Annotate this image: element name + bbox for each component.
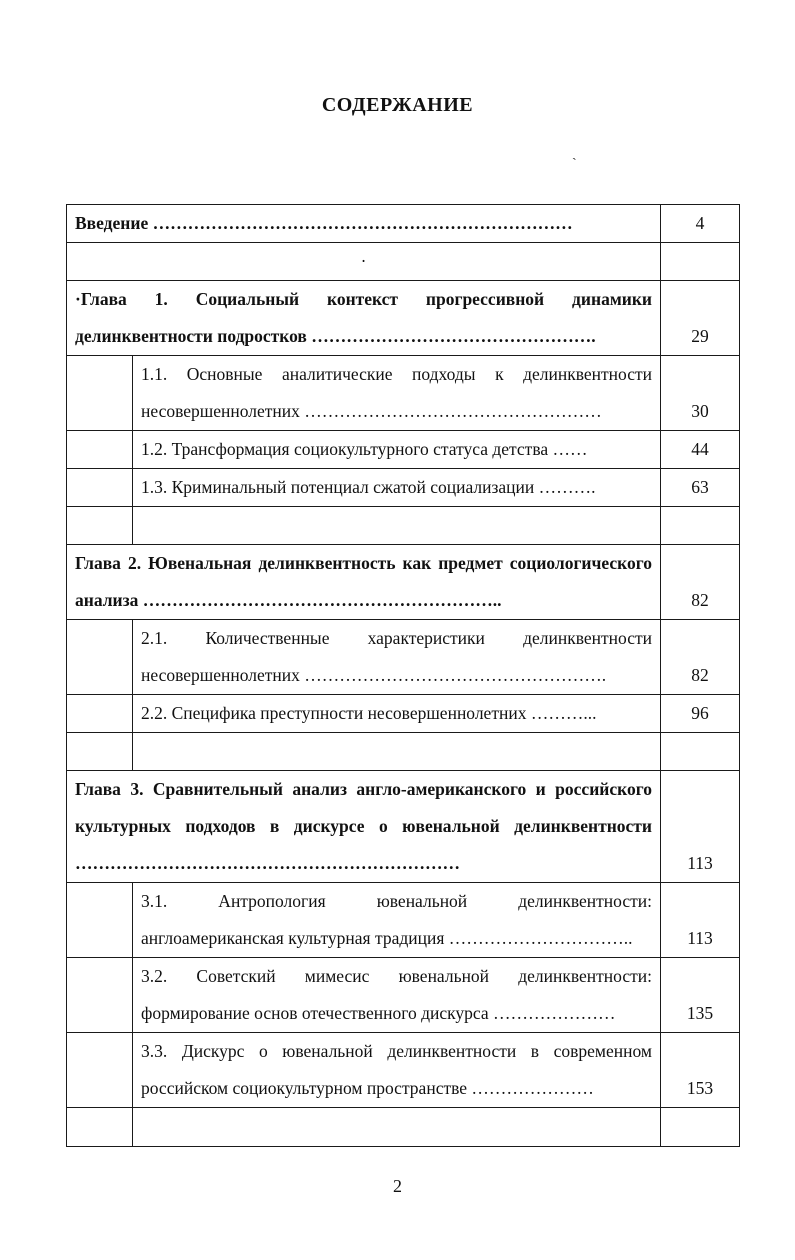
toc-row-section-1-1 [67,356,740,431]
toc-indent-cell [67,356,133,431]
toc-blank-page [661,243,740,281]
toc-row-section-2-2 [67,695,740,733]
toc-row-chapter1 [67,281,740,356]
blank-dot: · [67,243,661,281]
toc-section-2-1-title: 2.1. Количественные характеристики делинквентности несовершеннолетних ……………………………………………. [133,620,661,695]
toc-chapter1-title: ·Глава 1. Социальный контекст прогрессивной динамики делинквентности подростков …………………………………………. [67,281,661,356]
toc-row-section-3-3 [67,1033,740,1108]
toc-blank-title [133,1108,661,1147]
toc-row-chapter3 [67,771,740,883]
toc-indent-cell [67,620,133,695]
toc-section-1-3-title: 1.3. Криминальный потенциал сжатой социализации ………. [133,469,661,507]
toc-row-section-1-3 [67,469,740,507]
toc-blank-title [133,733,661,771]
toc-row-chapter2 [67,545,740,620]
toc-section-1-1-page: 30 [661,356,740,431]
toc-intro-title: Введение ……………………………………………………………… [67,205,661,243]
toc-chapter2-page: 82 [661,545,740,620]
toc-indent-cell [67,958,133,1033]
toc-indent-cell [67,469,133,507]
toc-section-2-2-page: 96 [661,695,740,733]
table-of-contents [66,204,740,1147]
toc-section-1-1-title: 1.1. Основные аналитические подходы к делинквентности несовершеннолетних …………………………………………… [133,356,661,431]
toc-indent-cell [67,733,133,771]
toc-indent-cell [67,507,133,545]
toc-chapter2-title: Глава 2. Ювенальная делинквентность как предмет социологического анализа …………………………………………………….. [67,545,661,620]
toc-section-3-2-title: 3.2. Советский мимесис ювенальной делинквентности: формирование основ отечественного дискурса ………………… [133,958,661,1033]
toc-blank-row [67,1108,740,1147]
toc-section-2-1-page: 82 [661,620,740,695]
toc-section-3-3-title: 3.3. Дискурс о ювенальной делинквентности в современном российском социокультурном пространстве ………………… [133,1033,661,1108]
toc-chapter3-page: 113 [661,771,740,883]
toc-chapter1-page: 29 [661,281,740,356]
toc-section-1-3-page: 63 [661,469,740,507]
toc-section-3-1-page: 113 [661,883,740,958]
page-title: СОДЕРЖАНИЕ [321,94,474,116]
toc-blank-title [133,507,661,545]
toc-section-3-1-title: 3.1. Антропология ювенальной делинквентности: англоамериканская культурная традиция ………………………….. [133,883,661,958]
toc-chapter3-title: Глава 3. Сравнительный анализ англо-американского и российского культурных подходов в дискурсе о ювенальной делинквентности ………………………………………………………… [67,771,661,883]
toc-row-section-2-1 [67,620,740,695]
toc-row-intro [67,205,740,243]
toc-indent-cell [67,1033,133,1108]
toc-indent-cell [67,1108,133,1147]
toc-section-1-2-title: 1.2. Трансформация социокультурного статуса детства …… [133,431,661,469]
toc-section-3-3-page: 153 [661,1033,740,1108]
toc-blank-row [67,733,740,771]
toc-section-2-2-title: 2.2. Специфика преступности несовершеннолетних ………... [133,695,661,733]
toc-row-section-3-1 [67,883,740,958]
toc-section-3-2-page: 135 [661,958,740,1033]
toc-intro-page: 4 [661,205,740,243]
toc-blank-page [661,1108,740,1147]
stray-mark: ˎ [572,146,577,161]
toc-row-section-1-2 [67,431,740,469]
toc-section-1-2-page: 44 [661,431,740,469]
toc-indent-cell [67,695,133,733]
toc-blank-page [661,733,740,771]
page-number: 2 [393,1176,402,1196]
toc-row-section-3-2 [67,958,740,1033]
toc-blank-row [67,243,740,281]
toc-indent-cell [67,431,133,469]
toc-blank-page [661,507,740,545]
toc-indent-cell [67,883,133,958]
toc-blank-row [67,507,740,545]
